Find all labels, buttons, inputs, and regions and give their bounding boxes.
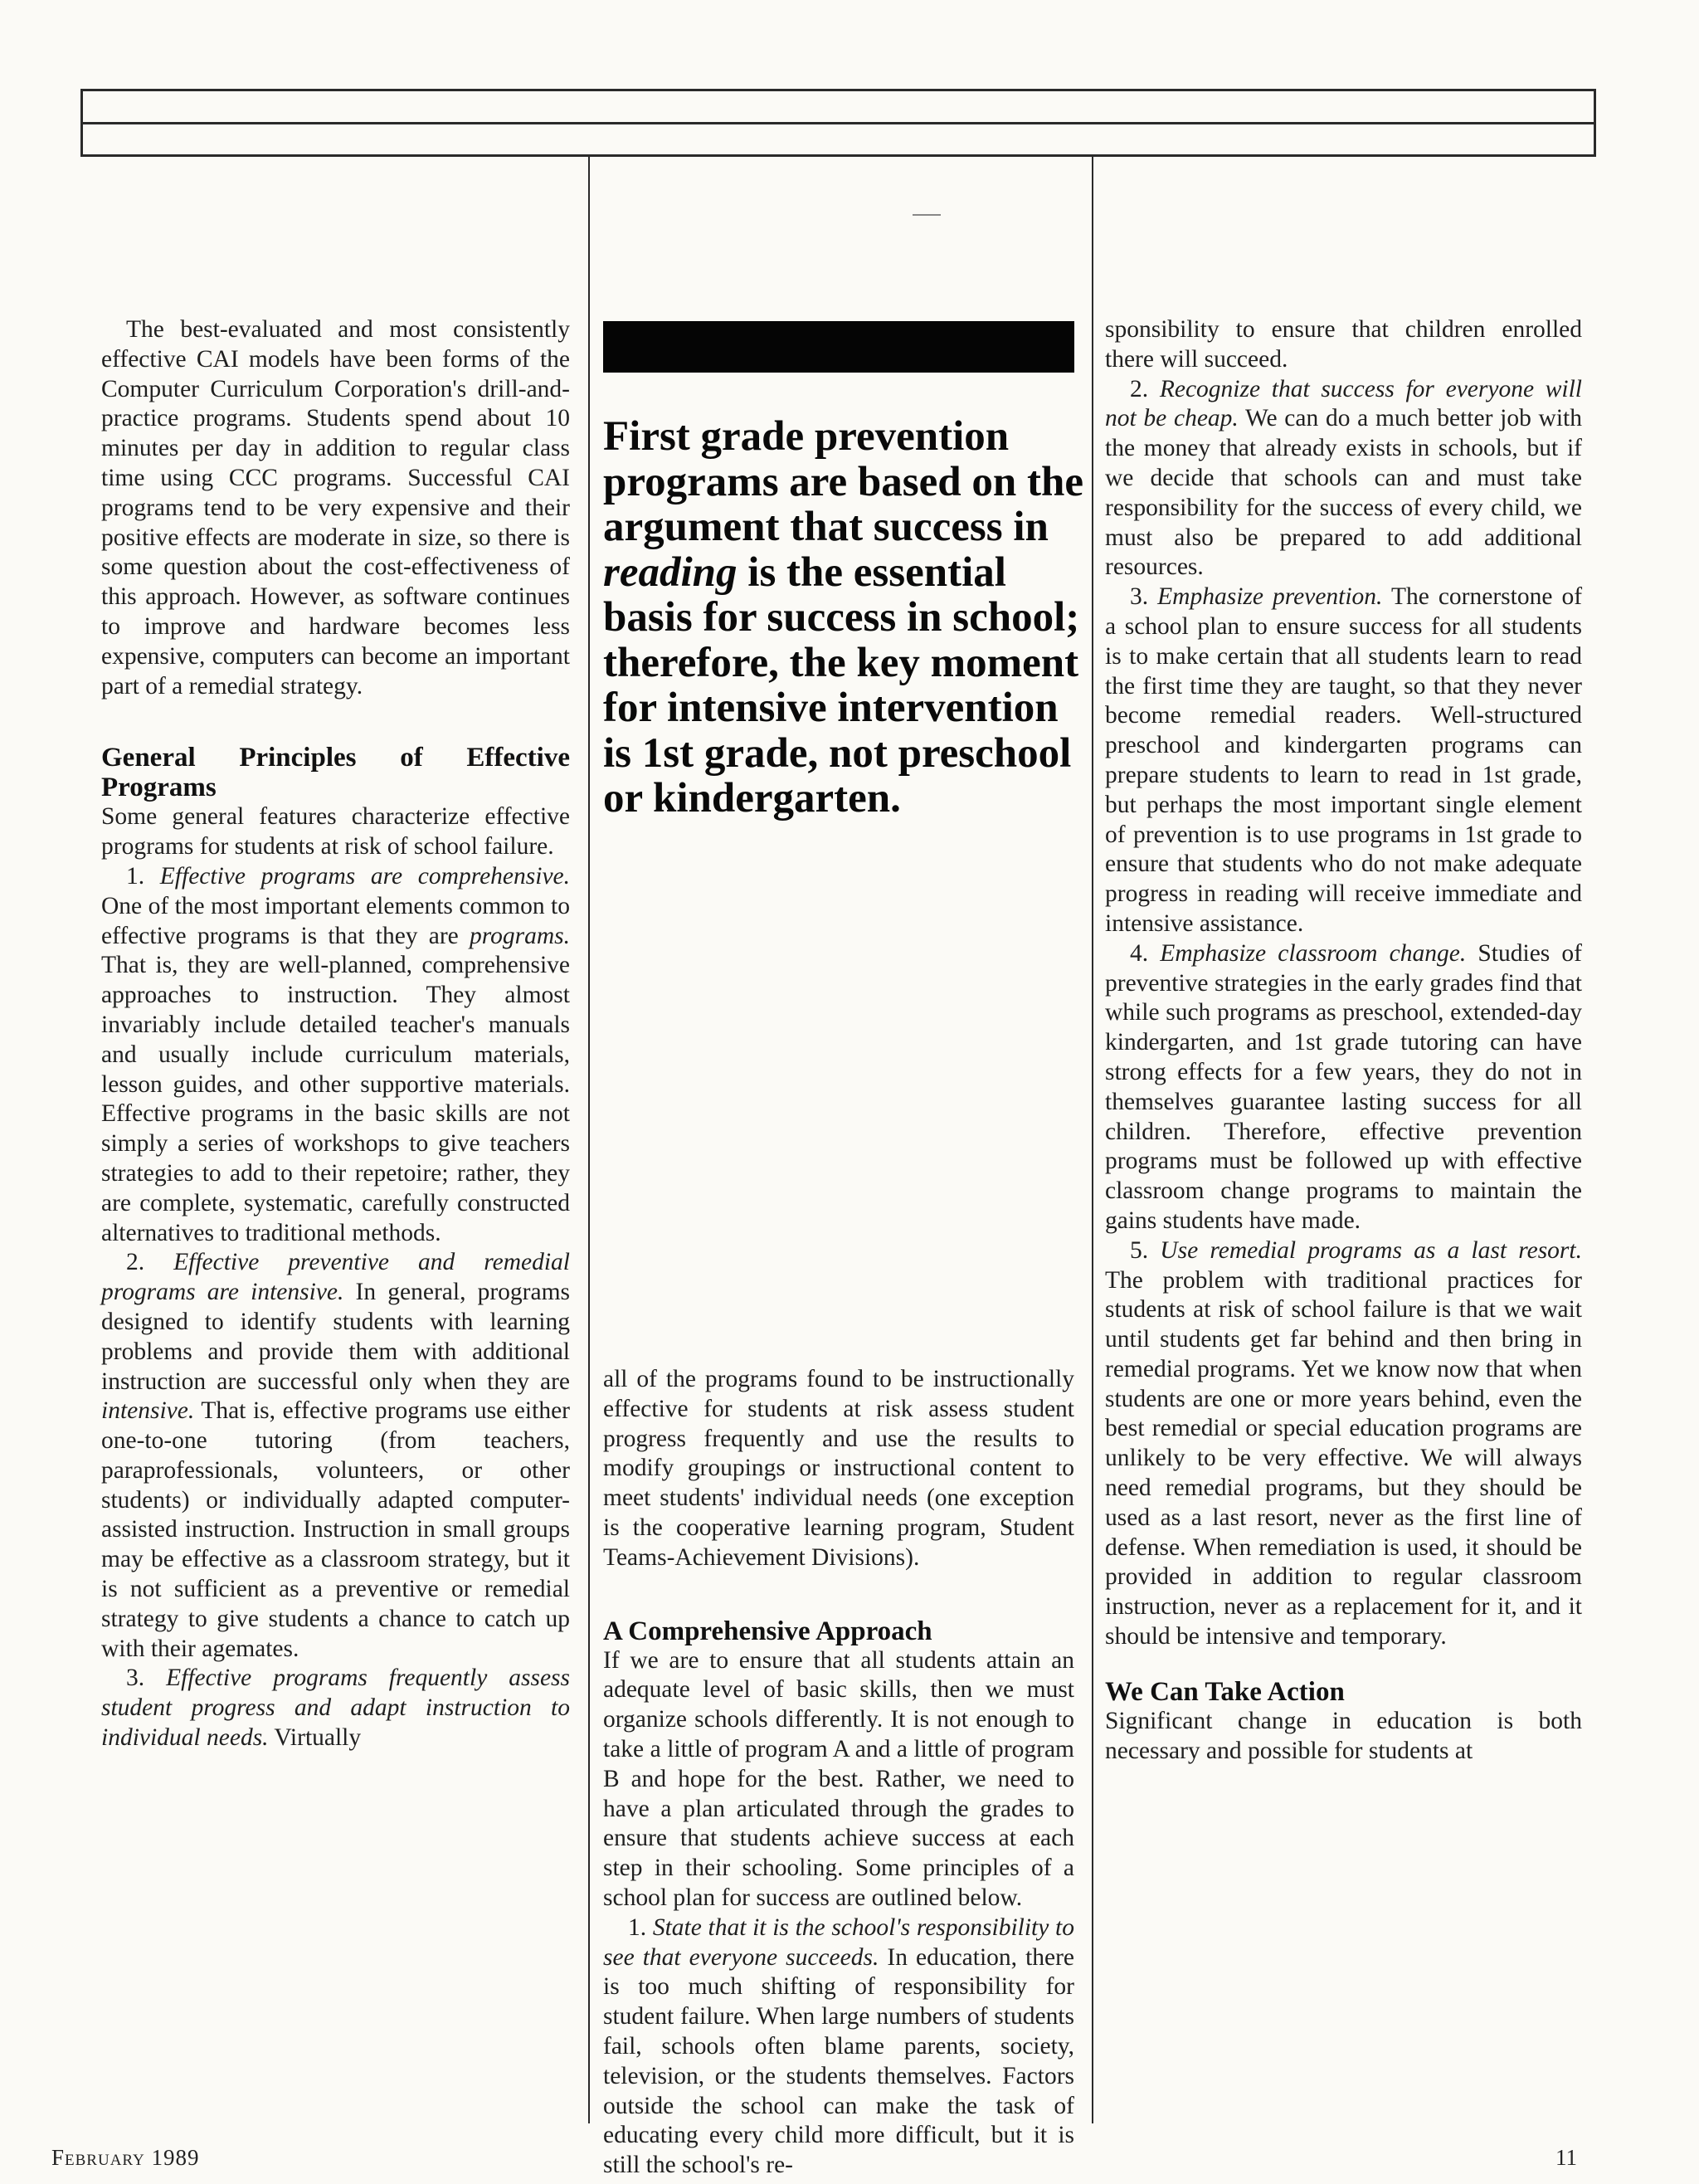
section-heading: We Can Take Action [1105, 1676, 1345, 1707]
paragraph: Significant change in education is both necessary and possible for students at [1105, 1707, 1582, 1764]
paragraph: sponsibility to ensure that children enrolled there will succeed. [1105, 316, 1582, 373]
paragraph: 5. Use remedial programs as a last resort. The problem with traditional practices for students at risk of school failure is that we wait until students get far behind and then bring in remedial programs. Yet we know now that when students are one or more years behind, even the best remedial or special education programs are unlikely to be very effective. We will always need remedial programs, but they should be used as a last resort, never as the first line of defense. When remediation is used, it should be provided in addition to regular classroom instruction, never as a replacement for it, and it should be intensive and temporary. [1105, 1236, 1582, 1650]
right-border [1594, 89, 1596, 157]
column-left [101, 315, 570, 1753]
column-rule-left [588, 157, 590, 2123]
top-rule [80, 89, 1596, 91]
paragraph: 2. Effective preventive and remedial programs are intensive. In general, programs designed to identify students with learning problems and provide them with additional instruction are successful only when they are intensive. That is, effective programs use either one-to-one tutoring (from teachers, paraprofessionals, volunteers, or other students) or individually adapted computer-assisted instruction. Instruction in small groups may be effective as a classroom strategy, but it is not sufficient as a preventive or remedial strategy to give students a chance to catch up with their agemates. [101, 1249, 571, 1662]
pull-quote-bar [603, 321, 1074, 373]
pull-quote: First grade prevention programs are based on the argument that success in reading is the essential basis for success in school; therefore, the key moment for intensive intervention is 1st grade, not preschool or kindergarten. [603, 413, 1083, 821]
stray-mark [913, 214, 941, 216]
paragraph: 3. Emphasize prevention. The cornerstone of a school plan to ensure success for all students is to make certain that all students learn to read the first time they are taught, so that they never become remedial readers. Well-structured preschool and kindergarten programs can prepare students to learn to read in 1st grade, but perhaps the most important single element of prevention is to use programs in 1st grade to ensure that students who do not make adequate progress in reading will receive immediate and intensive assistance. [1105, 583, 1583, 937]
paragraph: The best-evaluated and most consistently effective CAI models have been forms of the Computer Curriculum Corporation's drill-and-practice programs. Students spend about 10 minutes per day in addition to regular class time using CCC programs. Successful CAI programs tend to be very expensive and their positive effects are moderate in size, so there is some question about the cost-effectiveness of this approach. However, as software continues to improve and hardware becomes less expensive, computers can become an important part of a remedial strategy. [101, 316, 570, 700]
header-bottom-rule [80, 154, 1596, 157]
column-rule-right [1092, 157, 1093, 2123]
page-number: 11 [1555, 2145, 1577, 2170]
column-right [1105, 315, 1582, 1766]
section-heading: General Principles of Effective Programs [101, 743, 570, 803]
paragraph: 4. Emphasize classroom change. Studies of preventive strategies in the early grades find that while such programs as preschool, extended-day kindergarten, and 1st grade tutoring can have strong effects for a few years, they do not in themselves guarantee lasting success for all children. Therefore, effective prevention programs must be followed up with effective classroom change programs to maintain the gains students have made. [1105, 939, 1583, 1234]
paragraph: 1. Effective programs are comprehensive. One of the most important elements common to effective programs is that they are programs. That is, they are well-planned, comprehensive approaches to instruction. They almost invariably include detailed teacher's manuals and usually include curriculum materials, lesson guides, and other supportive materials. Effective programs in the basic skills are not simply a series of workshops to give teachers strategies to add to their repetoire; rather, they are complete, systematic, carefully constructed alternatives to traditional methods. [101, 862, 571, 1246]
column-middle [603, 1365, 1074, 2181]
left-border [80, 89, 83, 157]
paragraph: Some general features characterize effective programs for students at risk of school failure. [101, 803, 570, 860]
header-box-rule [80, 122, 1596, 124]
paragraph: all of the programs found to be instructionally effective for students at risk assess student progress frequently and use the results to modify groupings or instructional content to meet students' individual needs (one exception is the cooperative learning program, Student Teams-Achievement Divisions). [603, 1366, 1074, 1571]
footer-date: February 1989 [51, 2145, 200, 2170]
section-heading: A Comprehensive Approach [603, 1616, 932, 1646]
paragraph: 3. Effective programs frequently assess student progress and adapt instruction to individual needs. Virtually [101, 1665, 570, 1752]
paragraph: 2. Recognize that success for everyone will not be cheap. We can do a much better job with the money that already exists in schools, but if we decide that schools can and must take responsibility for the success of every child, we must also be prepared to add additional resources. [1105, 375, 1583, 581]
paragraph: If we are to ensure that all students attain an adequate level of basic skills, then we must organize schools differently. It is not enough to take a little of program A and a little of program B and hope for the best. Rather, we need to have a plan articulated through the grades to ensure that students achieve success at each step in their schooling. Some principles of a school plan for success are outlined below. [603, 1646, 1074, 1911]
paragraph: 1. State that it is the school's responsibility to see that everyone succeeds. In education, there is too much shifting of responsibility for student failure. When large numbers of students fail, schools often blame parents, society, television, or the students themselves. Factors outside the school can make the task of educating every child more difficult, but it is still the school's re- [603, 1913, 1075, 2179]
